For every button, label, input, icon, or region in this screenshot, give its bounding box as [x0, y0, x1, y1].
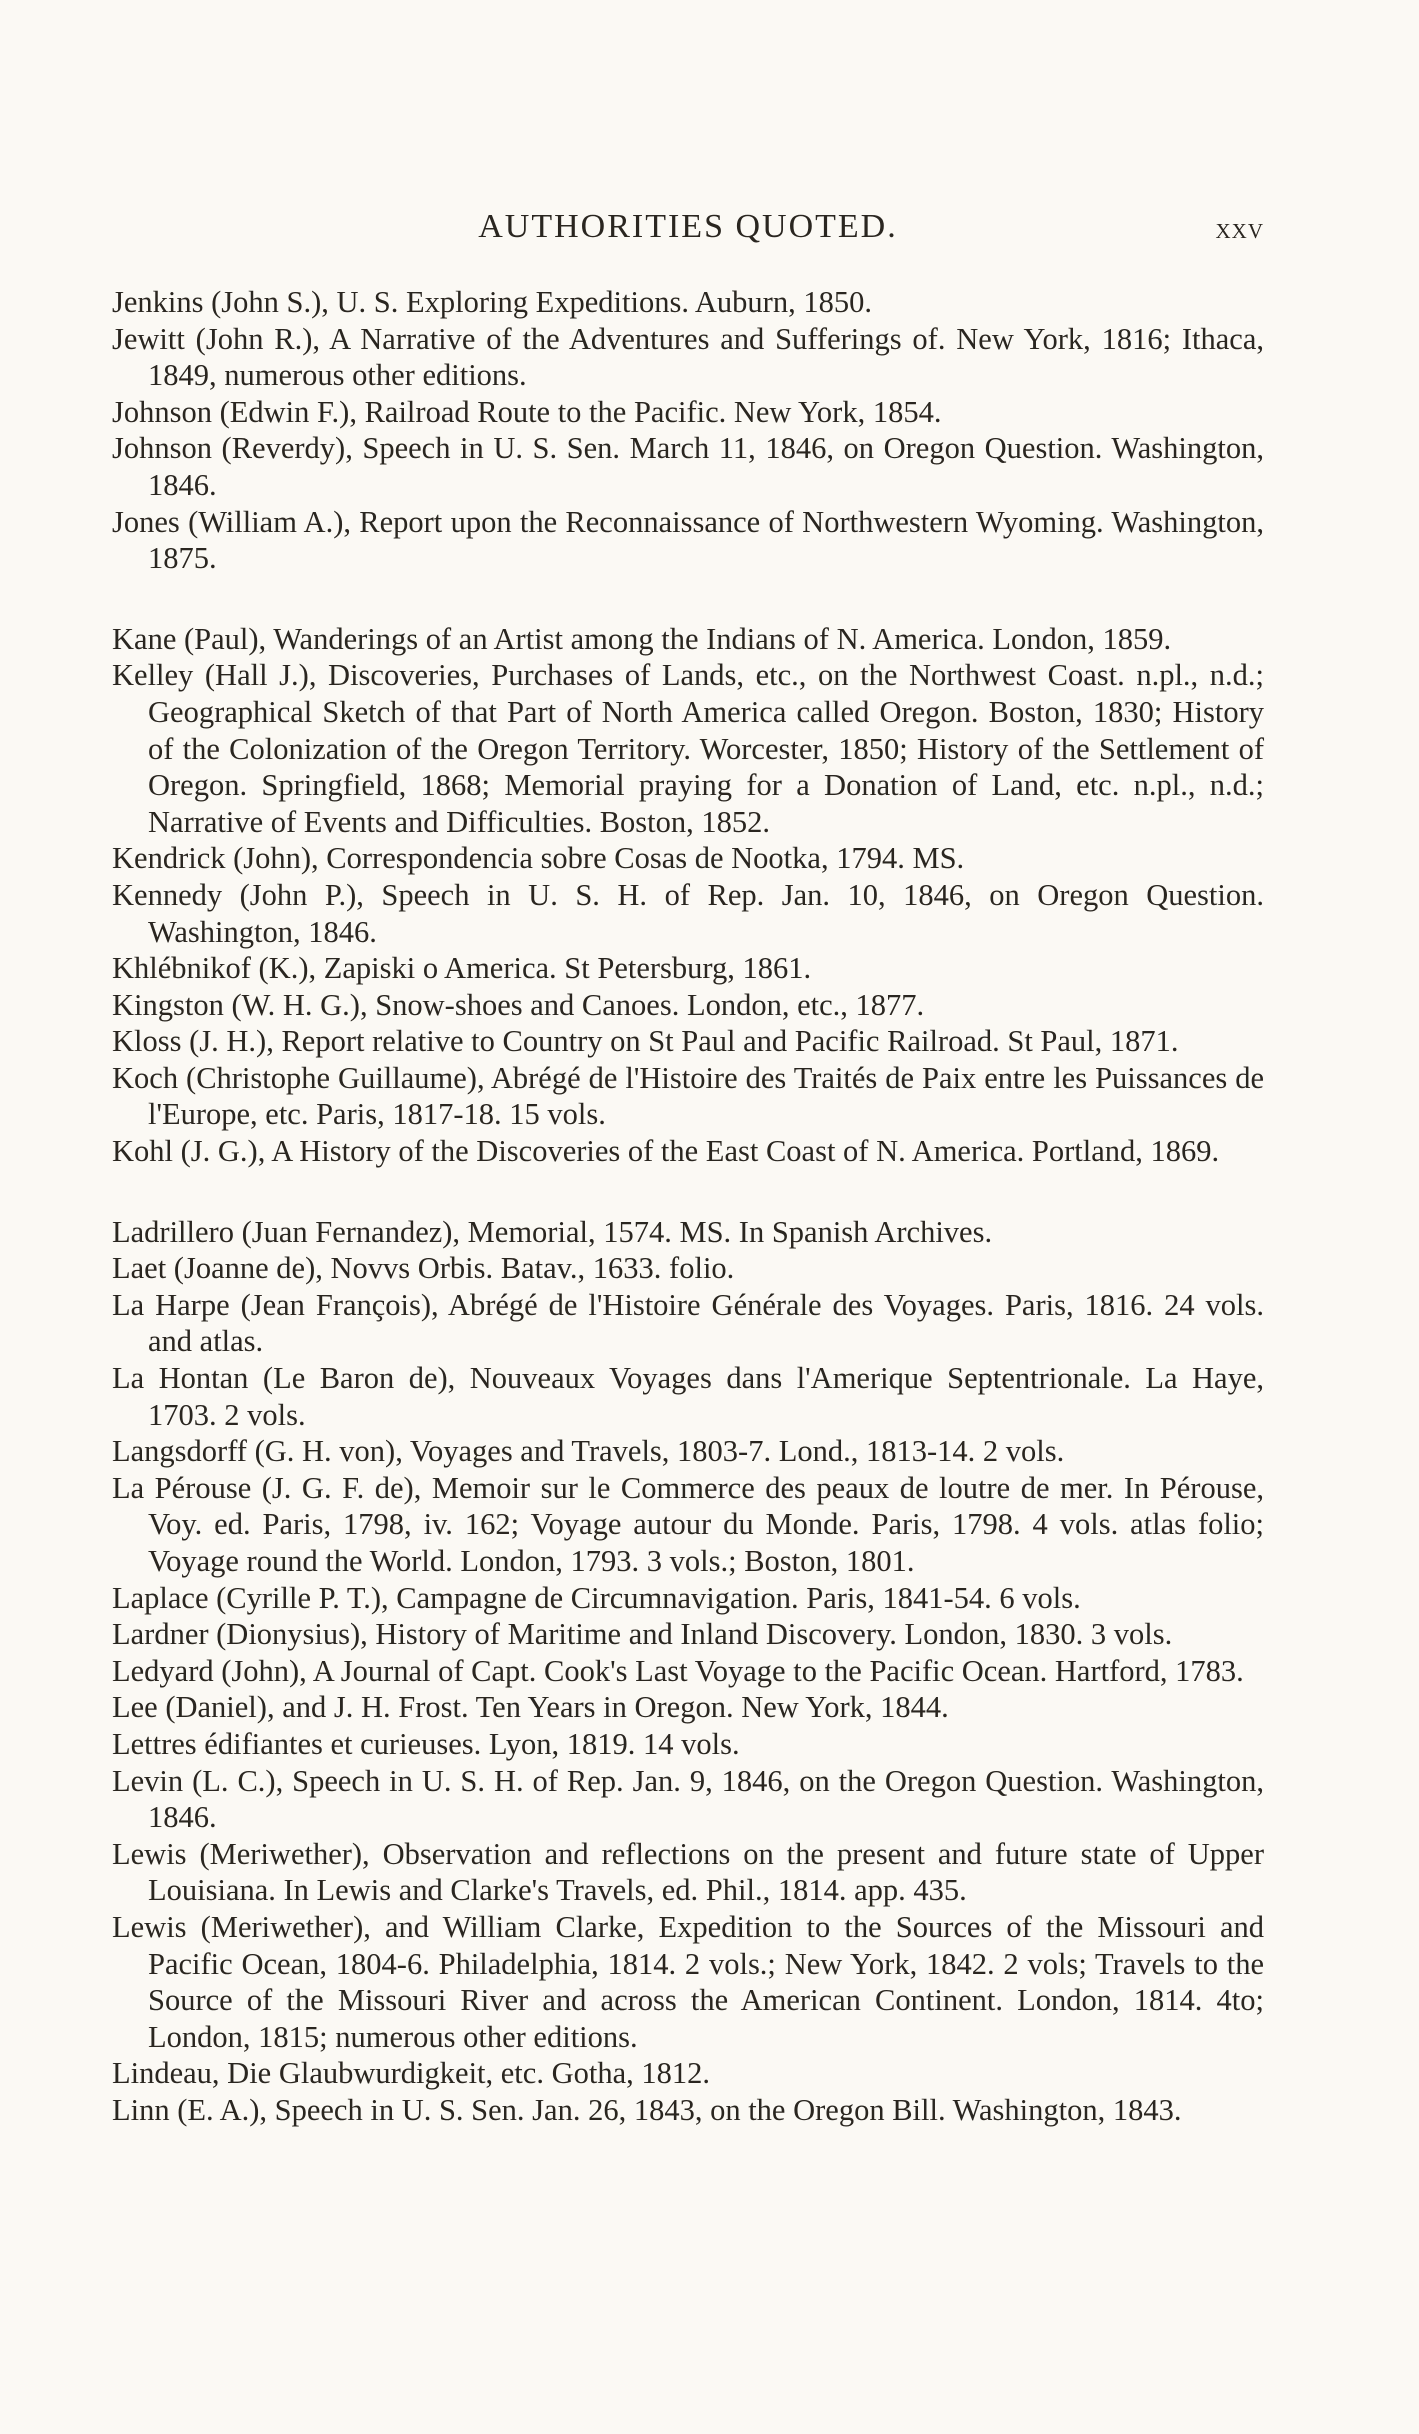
bibliography-entry: Kohl (J. G.), A History of the Discoveries of the East Coast of N. America. Portland, 1869.: [112, 1134, 1220, 1169]
bibliography-entry: Johnson (Reverdy), Speech in U. S. Sen. March 11, 1846, on Oregon Question. Washington, 1846.: [112, 431, 1264, 502]
bibliography-entry: Kingston (W. H. G.), Snow-shoes and Canoes. London, etc., 1877.: [112, 987, 925, 1022]
bibliography-entry: Lewis (Meriwether), and William Clarke, Expedition to the Sources of the Missouri and Pacific Ocean, 1804-6. Philadelphia, 1814. 2 vols.; New York, 1842. 2 vols; Travels to the Source of the Missouri River and across the American Continent. London, 1814. 4to; London, 1815; numerous other editions.: [112, 1909, 1264, 2054]
bibliography-entry: Lardner (Dionysius), History of Maritime and Inland Discovery. London, 1830. 3 vols.: [112, 1617, 1173, 1652]
page-title: AUTHORITIES QUOTED.: [478, 208, 898, 245]
bibliography-entry: Jewitt (John R.), A Narrative of the Adventures and Sufferings of. New York, 1816; Ithaca, 1849, numerous other editions.: [112, 321, 1264, 393]
bibliography-entry: Laet (Joanne de), Novvs Orbis. Batav., 1633. folio.: [112, 1251, 735, 1286]
bibliography-entry: Koch (Christophe Guillaume), Abrégé de l'Histoire des Traités de Paix entre les Puissances de l'Europe, etc. Paris, 1817-18. 15 vols.: [112, 1060, 1264, 1132]
bibliography-entry: Levin (L. C.), Speech in U. S. H. of Rep. Jan. 9, 1846, on the Oregon Question. Washington, 1846.: [112, 1763, 1264, 1835]
bibliography-entry: Ledyard (John), A Journal of Capt. Cook's Last Voyage to the Pacific Ocean. Hartford, 1783.: [112, 1653, 1244, 1688]
bibliography-entry: La Hontan (Le Baron de), Nouveaux Voyages dans l'Amerique Septentrionale. La Haye, 1703. 2 vols.: [112, 1361, 1264, 1432]
bibliography-entry: Jones (William A.), Report upon the Reconnaissance of Northwestern Wyoming. Washington, 1875.: [112, 504, 1264, 576]
bibliography-entry: La Harpe (Jean François), Abrégé de l'Histoire Générale des Voyages. Paris, 1816. 24 vols. and atlas.: [112, 1287, 1264, 1359]
bibliography-entry: Kendrick (John), Correspondencia sobre Cosas de Nootka, 1794. MS.: [112, 841, 965, 876]
bibliography-entry: Lee (Daniel), and J. H. Frost. Ten Years in Oregon. New York, 1844.: [112, 1690, 949, 1725]
bibliography-entry: Kelley (Hall J.), Discoveries, Purchases of Lands, etc., on the Northwest Coast. n.pl., n.d.; Geographical Sketch of that Part of North America called Oregon. Boston, 1830; History of the Colonization of the Oregon Territory. Worcester, 1850; History of the Settlement of Oregon. Springfield, 1868; Memorial praying for a Donation of Land, etc. n.pl., n.d.; Narrative of Events and Difficulties. Boston, 1852.: [112, 658, 1264, 839]
bibliography-entry: Langsdorff (G. H. von), Voyages and Travels, 1803-7. Lond., 1813-14. 2 vols.: [112, 1434, 1065, 1469]
bibliography-entry: Lewis (Meriwether), Observation and reflections on the present and future state of Upper Louisiana. In Lewis and Clarke's Travels, ed. Phil., 1814. app. 435.: [112, 1836, 1264, 1908]
bibliography-entry: Kane (Paul), Wanderings of an Artist among the Indians of N. America. London, 1859.: [112, 621, 1172, 656]
bibliography-entry: Khlébnikof (K.), Zapiski o America. St Petersburg, 1861.: [112, 951, 812, 986]
bibliography-list: [112, 284, 1264, 2173]
bibliography-entry: Laplace (Cyrille P. T.), Campagne de Circumnavigation. Paris, 1841-54. 6 vols.: [112, 1580, 1081, 1615]
bibliography-entry: Johnson (Edwin F.), Railroad Route to the Pacific. New York, 1854.: [112, 394, 942, 429]
bibliography-entry: Ladrillero (Juan Fernandez), Memorial, 1574. MS. In Spanish Archives.: [112, 1214, 993, 1249]
bibliography-section: [112, 1214, 1264, 2129]
running-header: [112, 208, 1264, 252]
bibliography-section: [112, 284, 1264, 577]
bibliography-entry: Kennedy (John P.), Speech in U. S. H. of Rep. Jan. 10, 1846, on Oregon Question. Washington, 1846.: [112, 877, 1264, 949]
bibliography-entry: Jenkins (John S.), U. S. Exploring Expeditions. Auburn, 1850.: [112, 285, 872, 319]
bibliography-entry: La Pérouse (J. G. F. de), Memoir sur le Commerce des peaux de loutre de mer. In Pérouse, Voy. ed. Paris, 1798, iv. 162; Voyage autour du Monde. Paris, 1798. 4 vols. atlas folio; Voyage round the World. London, 1793. 3 vols.; Boston, 1801.: [112, 1470, 1264, 1578]
bibliography-entry: Linn (E. A.), Speech in U. S. Sen. Jan. 26, 1843, on the Oregon Bill. Washington, 1843.: [112, 2092, 1182, 2127]
bibliography-entry: Kloss (J. H.), Report relative to Country on St Paul and Pacific Railroad. St Paul, 1871.: [112, 1024, 1179, 1059]
bibliography-entry: Lettres édifiantes et curieuses. Lyon, 1819. 14 vols.: [112, 1726, 740, 1761]
page-number: xxv: [1215, 212, 1264, 245]
bibliography-entry: Lindeau, Die Glaubwurdigkeit, etc. Gotha, 1812.: [112, 2056, 710, 2091]
bibliography-section: [112, 621, 1264, 1170]
